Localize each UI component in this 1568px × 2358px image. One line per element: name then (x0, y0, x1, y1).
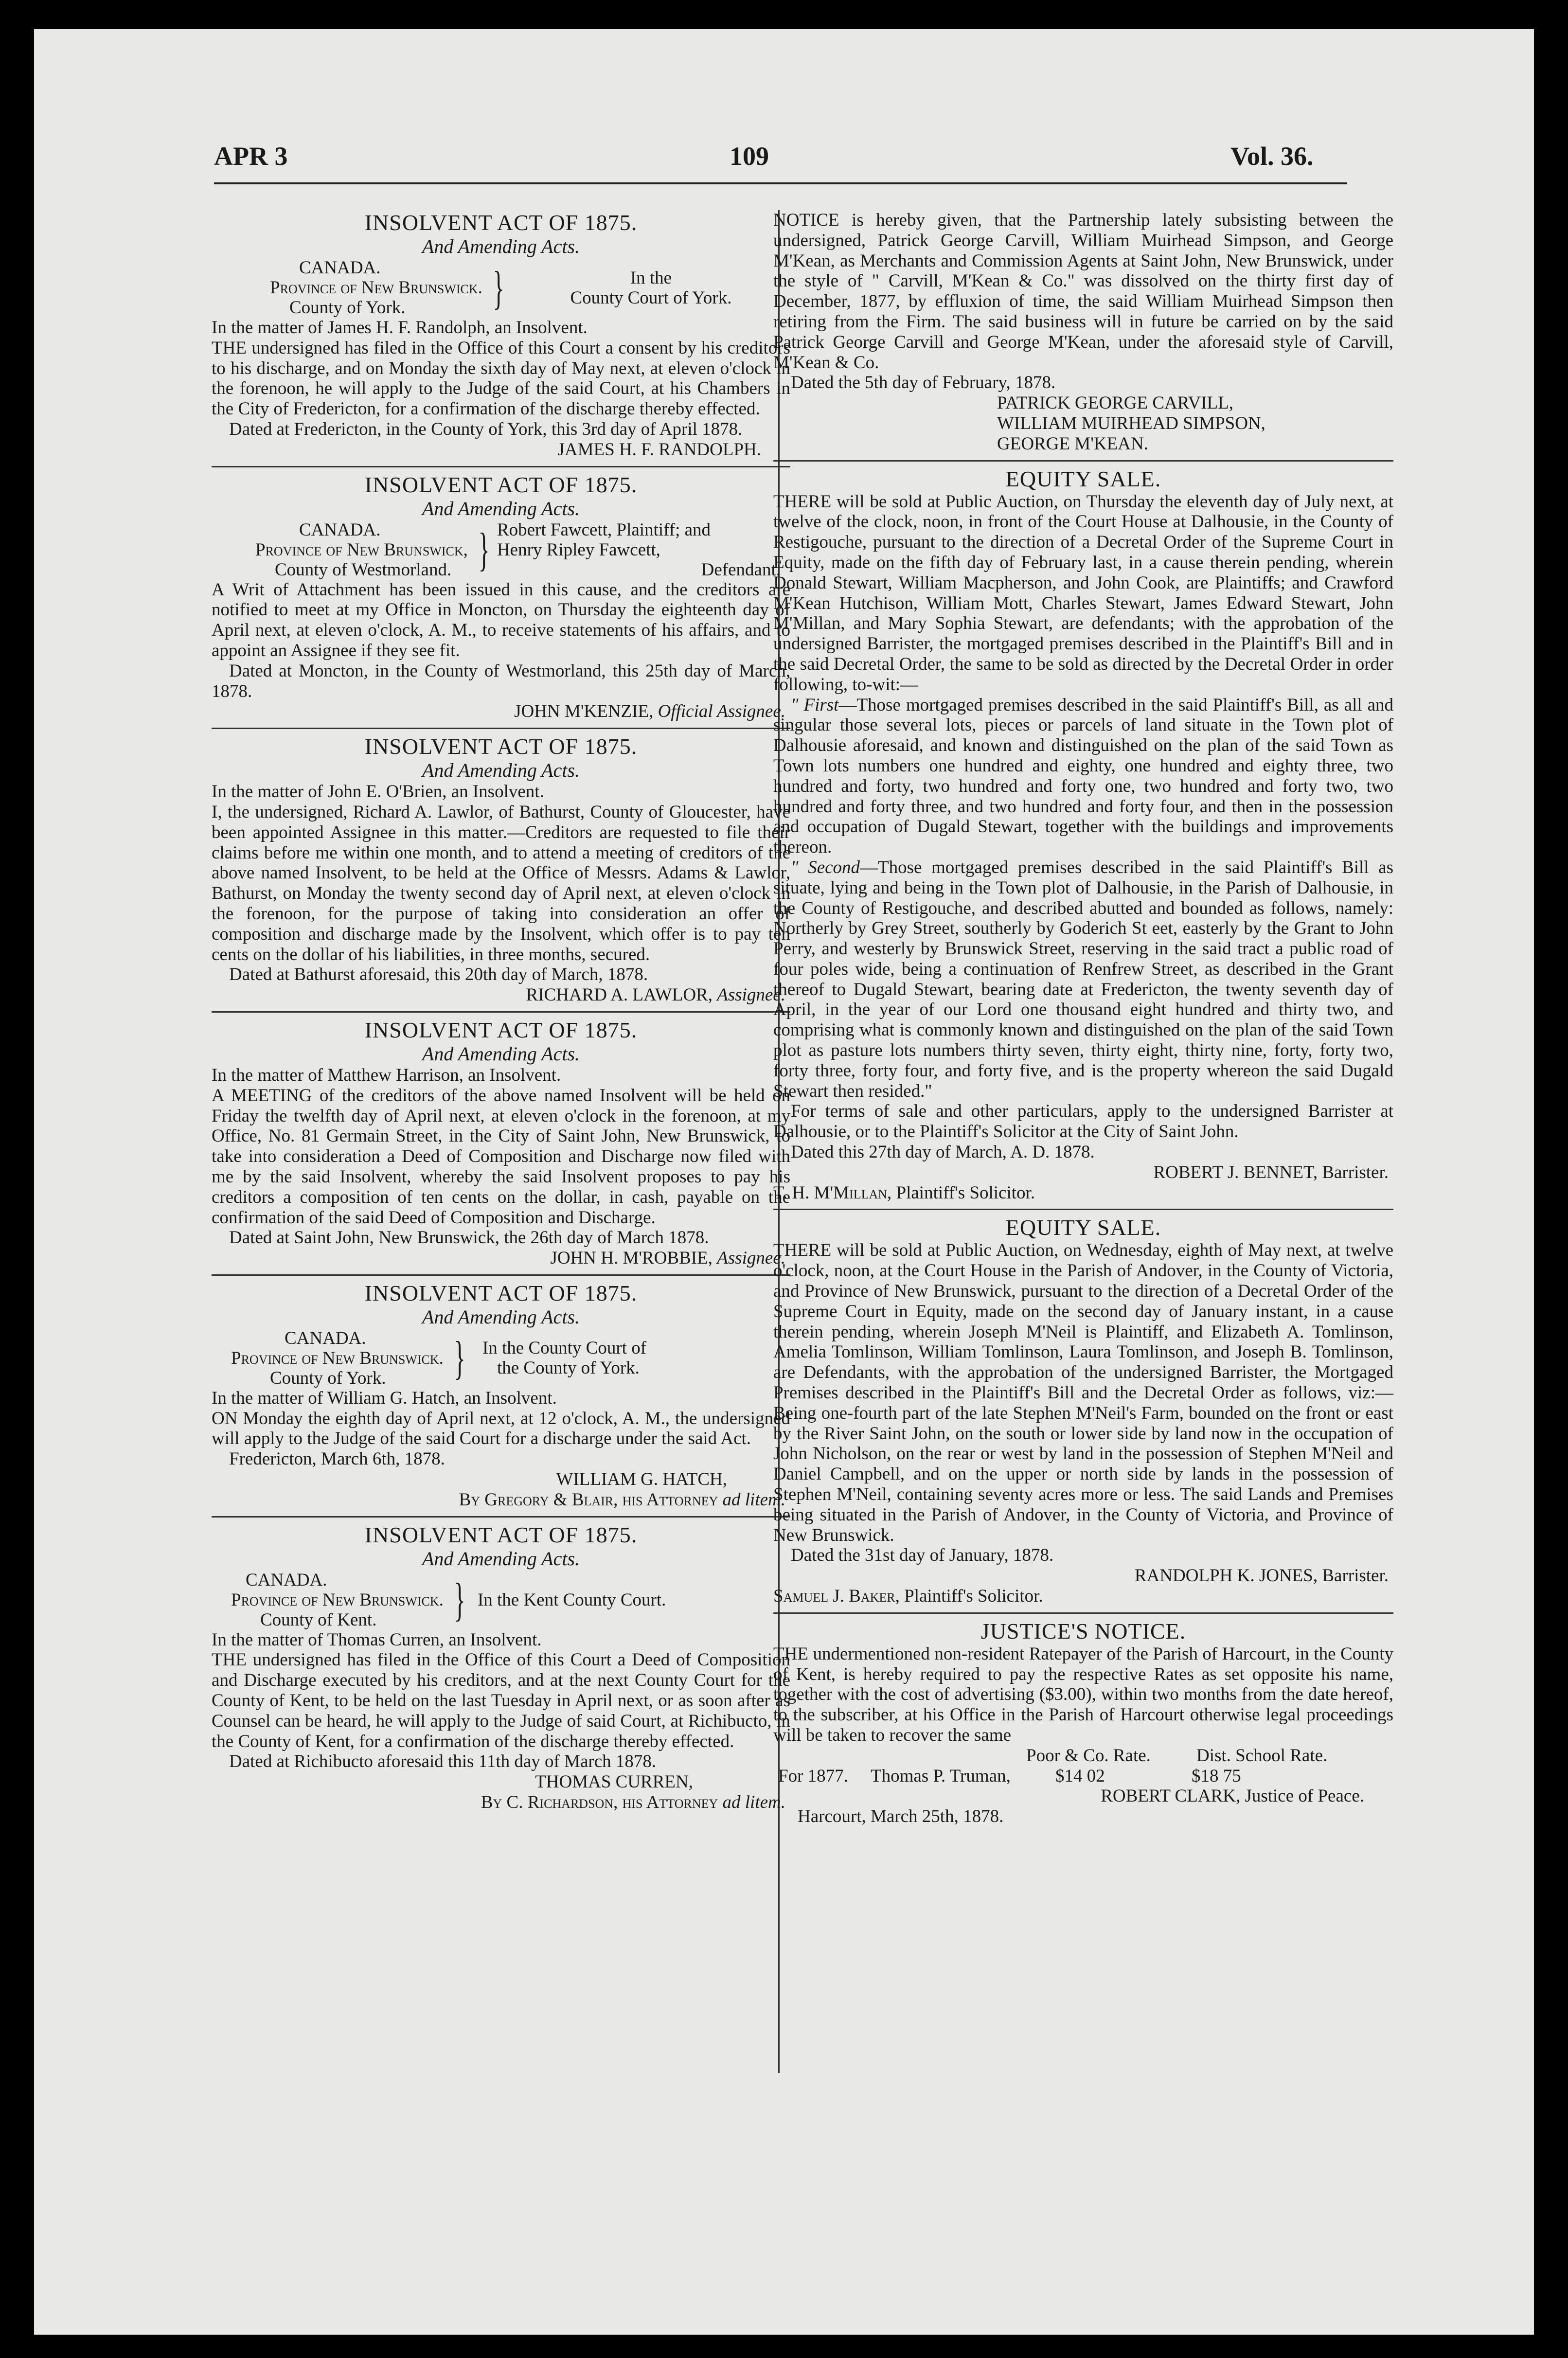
rates-name: Thomas P. Truman, (871, 1766, 1011, 1786)
attorney-name: By Gregory & Blair, his Attorney (459, 1489, 718, 1510)
section-rule (212, 1011, 790, 1013)
notice-subtitle: And Amending Acts. (422, 759, 580, 782)
rates-poor: $14 02 (1055, 1766, 1105, 1786)
notice-dated: Harcourt, March 25th, 1878. (798, 1806, 1004, 1827)
notice-signature (212, 1248, 790, 1268)
notice-subtitle: And Amending Acts. (422, 235, 580, 257)
attorney-name: By C. Richardson, his Attorney (481, 1792, 718, 1813)
notice-matter: In the matter of James H. F. Randolph, an Insolvent. (212, 318, 588, 338)
notice-dated: Dated this 27th day of March, A. D. 1878. (791, 1142, 1095, 1162)
notice-dated: Dated at Fredericton, in the County of York, this 3rd day of April 1878. (229, 419, 743, 439)
notice-fawcett (212, 472, 790, 730)
court-right-line: Defendant. (701, 559, 781, 580)
notice-subtitle: And Amending Acts. (422, 497, 580, 519)
court-left-line: CANADA. (246, 1570, 327, 1590)
notice-body: NOTICE is hereby given, that the Partnership lately subsisting between the undersigned, Patrick George Carvill, William Muirhead Simpson, and George M'Kean, as Merchants and Commission Agents at Saint John, New Brunswick, under the style of " Carvill, M'Kean & Co." was dissolved on the thirty first day of December, 1877, by effluxion of time, the said William Muirhead Simpson then retiring from the Firm. The said business will in future be carried on by the said Patrick George Carvill and George M'Kean, under the aforesaid style of Carvill, M'Kean & Co. (773, 210, 1393, 373)
court-left-line: Province of New Brunswick. (270, 278, 482, 298)
brace-glyph: } (493, 261, 504, 314)
notice-signature: RANDOLPH K. JONES, Barrister. (1134, 1566, 1389, 1586)
court-block (212, 520, 790, 580)
notice-signature: THOMAS CURREN, (535, 1772, 693, 1792)
court-left-line: CANADA. (285, 1328, 366, 1348)
signature-role: Assignee. (717, 1248, 785, 1268)
brace-glyph: } (478, 523, 490, 576)
brace-glyph: } (454, 1573, 465, 1626)
notice-signature (212, 985, 790, 1005)
first-text: —Those mortgaged premises described in the said Plaintiff's Bill, as all and singular those several lots, pieces or parcels of land situate in the Town plot of Dalhousie aforesaid, and known and distinguished on the plan of the said Town as Town lots numbers one hundred and eighty, one hundred and eighty three, two hundred and forty, two hundred and forty one, two hundred and forty two, two hundred and forty three, and two hundred and forty four, and then in the possession and occupation of Dugald Stewart, together with the buildings and improvements thereon. (773, 695, 1393, 857)
section-rule (773, 460, 1393, 462)
court-left-line: County of York. (289, 298, 406, 318)
gazette-page (34, 29, 1534, 2335)
notice-equity-sale-andover (773, 1215, 1393, 1613)
notice-subtitle: And Amending Acts. (422, 1305, 580, 1328)
section-rule (773, 1612, 1393, 1614)
notice-body: THE undermentioned non-resident Ratepayer of the Parish of Harcourt, in the County of Kent, is hereby required to pay the respective Rates as set opposite his name, together with the cost of advertising ($3.00), within two months from the date hereof, to the subscriber, at his Office in the Parish of Harcourt otherwise legal proceedings will be taken to recover the same (773, 1643, 1393, 1745)
notice-signature: WILLIAM G. HATCH, (556, 1469, 727, 1490)
volume-number: Vol. 36. (1230, 142, 1314, 171)
notice-body: I, the undersigned, Richard A. Lawlor, of Bathurst, County of Gloucester, have been appointed Assignee in this matter.—Creditors are requested to file their claims before me within one month, and to attend a meeting of creditors of the above named Insolvent, to be held at the Office of Messrs. Adams & Lawlor, Bathurst, on Monday the twenty second day of April next, at eleven o'clock in the forenoon, for the purpose of taking into consideration an offer of composition and discharge made by the Insolvent, which offer is to pay ten cents on the dollar of his liabilities, in three months, secured. (212, 802, 790, 965)
court-block (212, 258, 790, 318)
notice-body: ON Monday the eighth day of April next, at 12 o'clock, A. M., the undersigned will apply to the Judge of the said Court for a discharge under the said Act. (212, 1408, 790, 1449)
signature-name: JOHN H. M'ROBBIE, (550, 1248, 713, 1268)
notice-attorney (212, 1490, 790, 1510)
attorney-tail: ad litem. (722, 1489, 785, 1510)
solicitor-name: Samuel J. Baker, (773, 1586, 900, 1606)
notice-title: INSOLVENT ACT OF 1875. (364, 210, 638, 235)
notice-attorney (212, 1792, 790, 1813)
notice-signature: ROBERT CLARK, Justice of Peace. (1101, 1786, 1364, 1806)
notice-matter: In the matter of Matthew Harrison, an Insolvent. (212, 1065, 561, 1085)
notice-title: EQUITY SALE. (1005, 466, 1161, 491)
notice-subtitle: And Amending Acts. (422, 1547, 580, 1570)
notice-title: JUSTICE'S NOTICE. (980, 1618, 1186, 1643)
solicitor-name: T. H. M'Millan, (773, 1182, 892, 1203)
notice-body: THERE will be sold at Public Auction, on Wednesday, eighth of May next, at twelve o'clock, noon, at the Court House in the Parish of Andover, in the County of Victoria, and Province of New Brunswick, pursuant to the direction of a Decretal Order of the Supreme Court in Equity, made on the second day of January instant, in a cause therein pending, wherein Joseph M'Neil is Plaintiff, and Elizabeth A. Tomlinson, Amelia Tomlinson, William Tomlinson, Laura Tomlinson, and Joseph B. Tomlinson, are Defendants, with the approbation of the undersigned Barrister, the Mortgaged Premises described in the Plaintiff's Bill and the Decretal Order as follows, viz:—Being one-fourth part of the late Stephen M'Neil's Farm, bounded on the front or east by the River Saint John, on the south or lower side by land now in the occupation of John Nicholson, on the rear or west by land in the possession of Stephen M'Neil and Daniel Campbell, and on the upper or north side by lands in the possession of Stephen M'Neil, containing seventy acres more or less. The said Lands and Premises being situated in the Parish of Andover, in the County of Victoria, and Province of New Brunswick. (773, 1240, 1393, 1545)
court-left-line: CANADA. (299, 519, 381, 540)
court-right-line: Robert Fawcett, Plaintiff; and (497, 519, 711, 540)
notice-title: INSOLVENT ACT OF 1875. (364, 472, 638, 497)
notice-signature: GEORGE M'KEAN. (997, 433, 1148, 454)
notice-dated: Dated the 31st day of January, 1878. (791, 1545, 1054, 1566)
notice-harrison (212, 1018, 790, 1276)
notice-subtitle: And Amending Acts. (422, 1042, 580, 1065)
notice-dated: Dated at Richibucto aforesaid this 11th day of March 1878. (229, 1751, 657, 1772)
solicitor-role: Plaintiff's Solicitor. (896, 1182, 1035, 1203)
attorney-tail: ad litem. (722, 1792, 785, 1813)
court-right-line: the County of York. (497, 1358, 640, 1378)
signature-role: Assignee. (717, 985, 785, 1005)
section-rule (212, 728, 790, 729)
notice-curren (212, 1522, 790, 1813)
notice-title: EQUITY SALE. (1005, 1215, 1161, 1240)
notice-dated: Fredericton, March 6th, 1878. (229, 1449, 445, 1469)
notice-title: INSOLVENT ACT OF 1875. (364, 734, 638, 759)
notice-signature: PATRICK GEORGE CARVILL, (997, 393, 1233, 413)
notice-dated: Dated at Bathurst aforesaid, this 20th day of March, 1878. (229, 965, 648, 985)
notice-terms: For terms of sale and other particulars, apply to the undersigned Barrister at Dalhousie, or to the Plaintiff's Solicitor at the City of Saint John. (773, 1101, 1393, 1142)
notice-signature: JAMES H. F. RANDOLPH. (557, 439, 761, 460)
header-rule (214, 182, 1347, 184)
notice-matter: In the matter of John E. O'Brien, an Insolvent. (212, 782, 544, 802)
rates-year: For 1877. (778, 1766, 848, 1786)
signature-name: RICHARD A. LAWLOR, (526, 985, 713, 1005)
notice-second (773, 857, 1393, 1102)
notice-dated: Dated the 5th day of February, 1878. (791, 373, 1056, 393)
notice-matter: In the matter of Thomas Curren, an Insolvent. (212, 1629, 542, 1650)
court-left-line: Province of New Brunswick. (231, 1590, 444, 1610)
notice-title: INSOLVENT ACT OF 1875. (364, 1522, 638, 1547)
notice-equity-sale-dalhousie (773, 466, 1393, 1211)
notice-signature (212, 701, 790, 722)
rates-col-header: Dist. School Rate. (1196, 1745, 1328, 1766)
court-left-line: CANADA. (299, 258, 381, 278)
second-text: —Those mortgaged premises described in the said Plaintiff's Bill as situate, lying and being in the Town plot of Dalhousie, in the Parish of Dalhousie, in the County of Restigouche, and described abutted and bounded as follows, namely: Northerly by Grey Street, southerly by Goderich St eet, easterly by the Grant to John Perry, and westerly by Brunswick Street, reserving in the said tract a public road of four poles wide, being a continuation of Renfrew Street, as described in the Grant thereof to Dugald Stewart, bearing date at Fredericton, the twenty seventh day of April, in the year of our Lord one thousand eight hundred and thirty two, and comprising what is commonly known and distinguished on the plan of the said Town plot as pasture lots numbers thirty seven, thirty eight, thirty nine, forty, forty two, forty three, forty four, and forty five, and is the property whereon the said Dugald Stewart then resided." (773, 857, 1393, 1101)
court-block (212, 1328, 790, 1388)
notice-signature: ROBERT J. BENNET, Barrister. (1153, 1162, 1389, 1182)
solicitor-role: Plaintiff's Solicitor. (904, 1586, 1043, 1606)
notice-obrien (212, 734, 790, 1013)
rates-header (773, 1746, 1393, 1766)
issue-date: APR 3 (214, 142, 288, 171)
rates-school: $18 75 (1192, 1766, 1241, 1786)
notice-signature: WILLIAM MUIRHEAD SIMPSON, (997, 413, 1265, 433)
signature-role: Official Assignee. (658, 701, 785, 722)
notice-title: INSOLVENT ACT OF 1875. (364, 1280, 638, 1305)
court-right-line: In the County Court of (482, 1338, 647, 1358)
court-right-line: In the Kent County Court. (477, 1590, 666, 1610)
left-column (212, 210, 790, 1818)
court-block (212, 1570, 790, 1630)
notice-hatch (212, 1281, 790, 1518)
second-label: " Second (791, 857, 860, 877)
court-left-line: County of York. (270, 1368, 386, 1388)
notice-body: THE undersigned has filed in the Office of this Court a Deed of Composition and Discharge executed by his creditors, and at the next County Court for the County of Kent, to be held on the last Tuesday in April next, or as soon after as Counsel can be heard, he will apply to the Judge of said Court, at Richibucto, in the County of Kent, for a confirmation of the discharge thereby effected. (212, 1650, 790, 1751)
notice-dated: Dated at Moncton, in the County of Westmorland, this 25th day of March, 1878. (212, 661, 790, 701)
notice-body: THERE will be sold at Public Auction, on Thursday the eleventh day of July next, at twelve of the clock, noon, in front of the Court House at Dalhousie, in the County of Restigouche, pursuant to the direction of a Decretal Order of the Supreme Court in Equity, made on the fifth day of February last, in a cause therein pending, wherein Donald Stewart, William Macpherson, and John Cook, are Plaintiffs; and Crawford M'Kean Hutchison, William Mott, Charles Stewart, James Edward Stewart, John M'Millan, and Mary Sophia Stewart, are defendants; with the approbation of the undersigned Barrister, the mortgaged premises described in the Plaintiff's Bill and in the said Decretal Order, the same to be sold as directed by the Decretal Order in order following, to-wit:— (773, 491, 1393, 695)
first-label: " First (791, 695, 839, 715)
section-rule (212, 466, 790, 467)
notice-randolph (212, 210, 790, 467)
notice-justice (773, 1619, 1393, 1827)
court-right-line: Henry Ripley Fawcett, (497, 539, 660, 560)
notice-matter: In the matter of William G. Hatch, an Insolvent. (212, 1388, 557, 1408)
signature-name: JOHN M'KENZIE, (514, 701, 654, 722)
notice-body: A Writ of Attachment has been issued in this cause, and the creditors are notified to meet at my Office in Moncton, on Thursday the eighteenth day of April next, at eleven o'clock, A. M., to receive statements of his affairs, and to appoint an Assignee if they see fit. (212, 579, 790, 661)
notice-body: A MEETING of the creditors of the above named Insolvent will be held on Friday the twelfth day of April next, at eleven o'clock in the forenoon, at my Office, No. 81 Germain Street, in the City of Saint John, New Brunswick, to take into consideration a Deed of Composition and Discharge now filed with me by the said Insolvent, whereby the said Insolvent proposes to pay his creditors a composition of ten cents on the dollar, in cash, payable on the confirmation of the said Deed of Composition and Discharge. (212, 1085, 790, 1228)
section-rule (212, 1274, 790, 1276)
notice-dated: Dated at Saint John, New Brunswick, the 26th day of March 1878. (229, 1228, 709, 1248)
court-left-line: County of Kent. (260, 1609, 377, 1630)
section-rule (212, 1516, 790, 1518)
notice-title: INSOLVENT ACT OF 1875. (364, 1017, 638, 1042)
right-column (773, 210, 1393, 1832)
court-right-line: In the (630, 268, 672, 288)
page-number: 109 (730, 142, 769, 171)
brace-glyph: } (454, 1332, 465, 1384)
notice-first (773, 695, 1393, 857)
notice-solicitor (773, 1586, 1393, 1607)
rates-row (773, 1766, 1393, 1786)
notice-partnership (773, 210, 1393, 462)
court-right-line: County Court of York. (570, 287, 732, 308)
section-rule (773, 1209, 1393, 1210)
court-left-line: Province of New Brunswick. (231, 1348, 444, 1368)
notice-body: THE undersigned has filed in the Office of this Court a consent by his creditors to his discharge, and on Monday the sixth day of May next, at eleven o'clock in the forenoon, he will apply to the Judge of the said Court, at his Chambers in the City of Fredericton, for a confirmation of the discharge thereby effected. (212, 338, 790, 419)
court-left-line: Province of New Brunswick, (255, 539, 468, 560)
notice-solicitor (773, 1183, 1393, 1203)
court-left-line: County of Westmorland. (275, 559, 452, 580)
rates-col-header: Poor & Co. Rate. (1026, 1745, 1151, 1766)
